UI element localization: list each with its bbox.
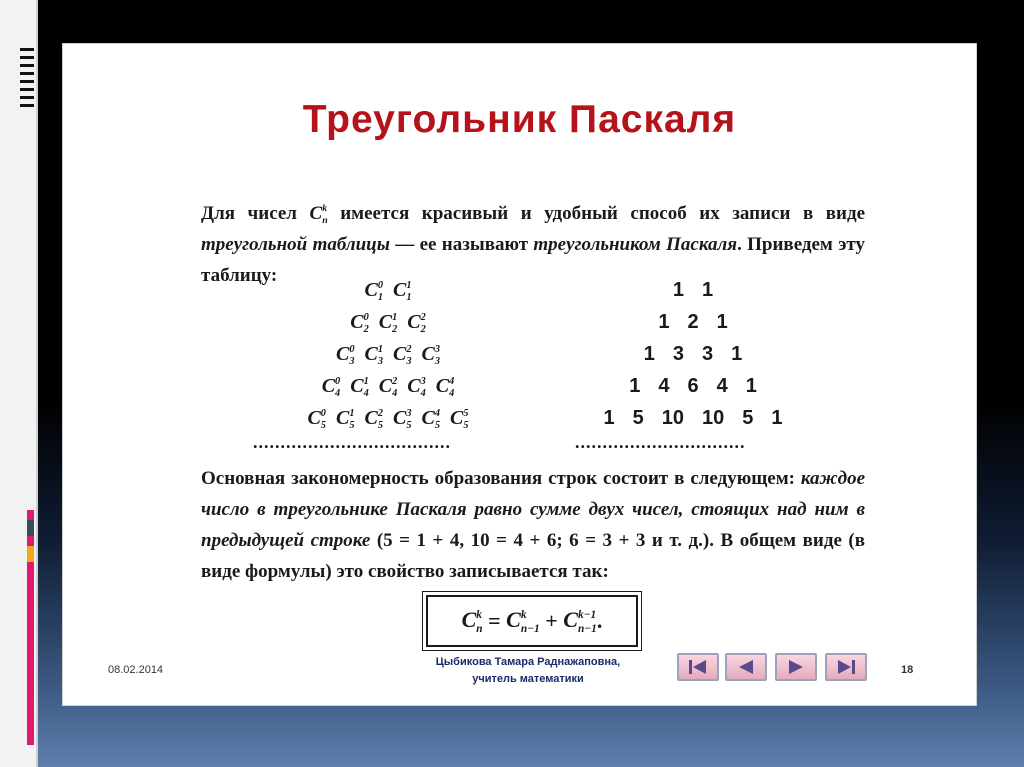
number-cell: 6 — [687, 375, 699, 397]
first-slide-button[interactable] — [677, 653, 719, 681]
number-cell: 1 — [603, 407, 615, 429]
next-slide-icon — [784, 658, 808, 676]
last-slide-icon — [834, 658, 858, 676]
number-cell: 5 — [632, 407, 644, 429]
binomial-cell: C $^4$ 5 — [421, 407, 441, 432]
binomial-row — [243, 311, 533, 343]
intro-text-3: — ее называют — [389, 234, 534, 255]
intro-text-1: Для чисел — [201, 203, 310, 224]
rule-text-2: (5 = 1 + 4, 10 = 4 + 6; 6 = 3 + 3 и т. д.). В общем виде (в виде формулы) это свойство записывается так: — [201, 530, 865, 582]
binomial-cell: C $^0$ 4 — [321, 375, 341, 400]
binomial-cell: C $^5$ 5 — [450, 407, 469, 432]
number-triangle — [568, 279, 818, 439]
binomial-cell: C $^0$ 1 — [364, 279, 383, 304]
continuation-dots-right: ............................... — [575, 432, 746, 452]
binomial-row — [243, 343, 533, 375]
continuation-dots-left: .................................... — [253, 432, 451, 452]
formula-term-2: C $^{k-1}$ n−1 — [563, 606, 597, 635]
number-row — [568, 343, 818, 375]
prev-slide-button[interactable] — [725, 653, 767, 681]
intro-paragraph — [201, 198, 865, 291]
number-cell: 4 — [716, 375, 728, 397]
number-cell: 2 — [687, 311, 699, 333]
binomial-cell: C $^1$ 3 — [364, 343, 383, 368]
prev-slide-icon — [734, 658, 758, 676]
formula-term-1: C $^k$ n−1 — [506, 606, 540, 635]
footer-author — [363, 654, 693, 688]
binomial-triangle — [243, 279, 533, 439]
accent-square-gray — [27, 520, 34, 536]
binomial-cell: C $^2$ 5 — [364, 407, 383, 432]
number-cell: 1 — [629, 375, 641, 397]
binomial-cell: C $^3$ 3 — [421, 343, 441, 368]
number-cell: 10 — [702, 407, 725, 429]
first-slide-icon — [686, 658, 710, 676]
number-cell: 10 — [661, 407, 684, 429]
binomial-cell: C $^2$ 4 — [378, 375, 398, 400]
number-cell: 5 — [742, 407, 754, 429]
binomial-cell: C $^2$ 2 — [407, 311, 426, 336]
formula-end: . — [596, 608, 603, 633]
number-row — [568, 375, 818, 407]
number-cell: 1 — [716, 311, 728, 333]
intro-text-2: имеется красивый и удобный способ их записи в виде — [327, 203, 865, 224]
number-cell: 1 — [731, 343, 743, 365]
binomial-symbol: C $^k$ n — [309, 203, 328, 227]
intro-text-4: . Приведем эту таблицу: — [201, 234, 865, 286]
number-cell: 3 — [672, 343, 684, 365]
number-cell: 1 — [702, 279, 714, 301]
formula-equals: = — [482, 608, 507, 633]
last-slide-button[interactable] — [825, 653, 867, 681]
number-cell: 1 — [658, 311, 670, 333]
author-name: Цыбикова Тамара Раднажаповна, — [435, 656, 621, 668]
binomial-row — [243, 279, 533, 311]
number-row — [568, 311, 818, 343]
rule-text-1: Основная закономерность образования строк состоит в следующем: — [201, 468, 801, 489]
binomial-cell: C $^1$ 4 — [350, 375, 369, 400]
binomial-cell: C $^0$ 3 — [335, 343, 355, 368]
binomial-cell: C $^1$ 2 — [378, 311, 398, 336]
number-cell: 4 — [658, 375, 670, 397]
binomial-cell: C $^0$ 5 — [307, 407, 326, 432]
intro-italic-1: треугольной таблицы — [201, 234, 390, 255]
slide-title: Треугольник Паскаля — [302, 98, 737, 141]
number-cell: 3 — [702, 343, 714, 365]
formula-box — [426, 595, 638, 647]
binomial-cell: C $^2$ 3 — [393, 343, 412, 368]
number-cell: 1 — [745, 375, 757, 397]
rule-paragraph — [201, 463, 865, 587]
binomial-cell: C $^1$ 5 — [335, 407, 355, 432]
binomial-cell: C $^1$ 1 — [393, 279, 412, 304]
accent-square-orange — [27, 546, 34, 562]
page-number: 18 — [901, 664, 914, 676]
footer-date: 08.02.2014 — [108, 664, 164, 676]
binomial-cell: C $^4$ 4 — [435, 375, 455, 400]
number-cell: 1 — [771, 407, 783, 429]
rule-italic: каждое число в треугольнике Паскаля равно сумме двух чисел, стоящих над ним в предыдущей строке — [201, 468, 865, 551]
formula-lhs: C $^k$ n — [461, 606, 483, 635]
author-role: учитель математики — [472, 673, 584, 685]
binomial-cell: C $^3$ 5 — [393, 407, 412, 432]
formula-plus: + — [539, 608, 564, 633]
number-row — [568, 279, 818, 311]
intro-italic-2: треугольником Паскаля — [533, 234, 738, 255]
slide — [63, 44, 976, 705]
decorative-lines-icon — [20, 48, 34, 112]
next-slide-button[interactable] — [775, 653, 817, 681]
binomial-cell: C $^0$ 2 — [350, 311, 369, 336]
binomial-cell: C $^3$ 4 — [407, 375, 426, 400]
number-cell: 1 — [643, 343, 655, 365]
number-cell: 1 — [672, 279, 684, 301]
binomial-row — [243, 375, 533, 407]
